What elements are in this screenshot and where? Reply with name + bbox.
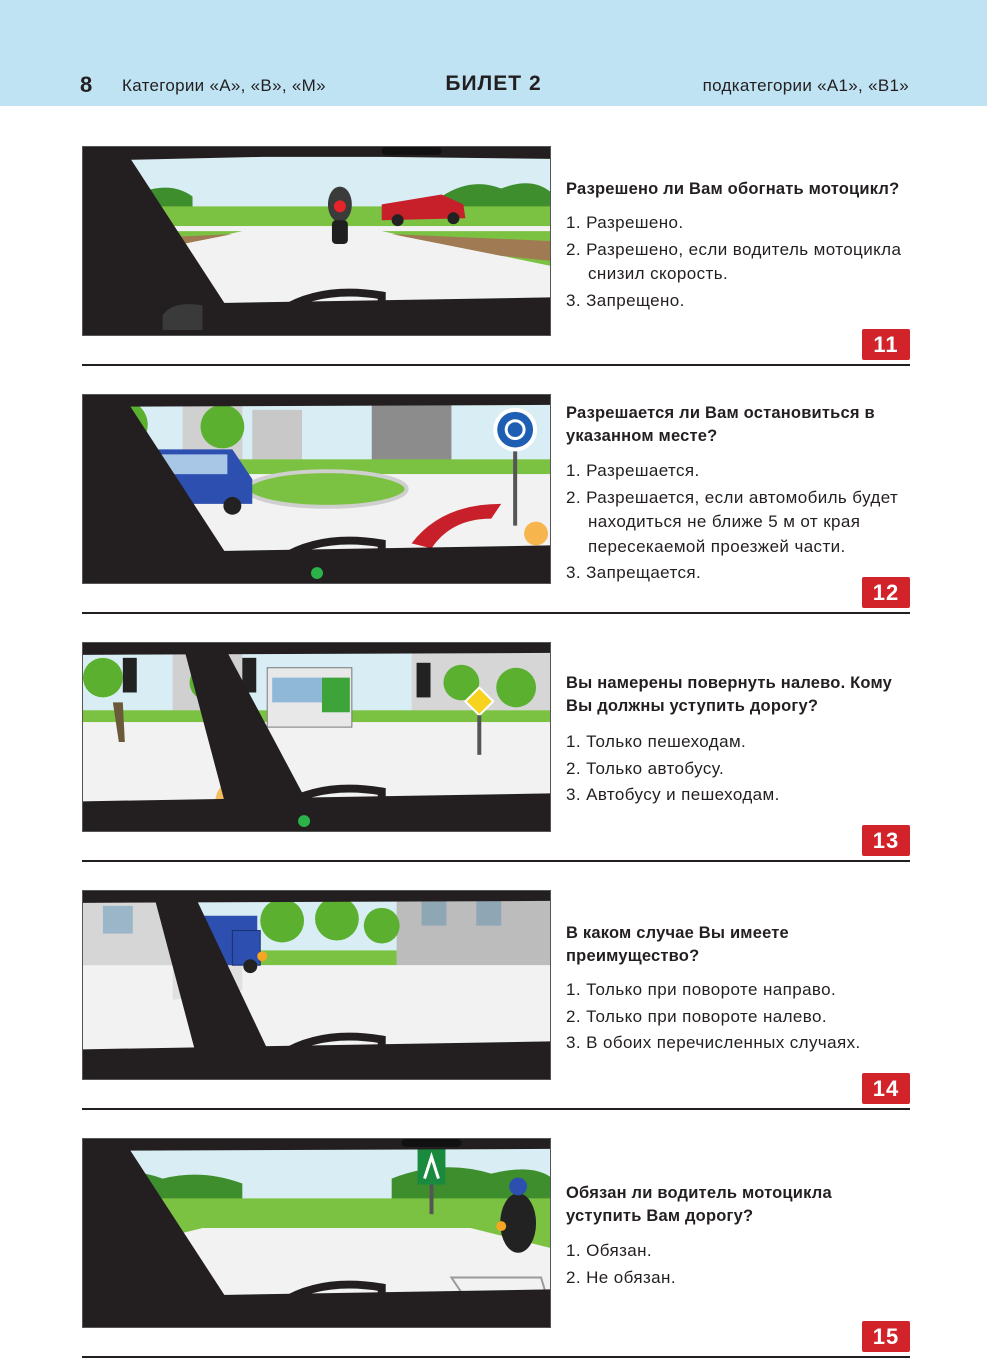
answer-option[interactable]: 2. Разрешено, если водитель мотоцикла снизил скорость. xyxy=(566,239,902,283)
answer-option[interactable]: 2. Разрешается, если автомобиль будет находиться не ближе 5 м от края пересекаемой проезжей части. xyxy=(566,487,899,556)
question-card-14 xyxy=(82,890,910,1110)
answer-option[interactable]: 3. Автобусу и пешеходам. xyxy=(566,785,780,804)
page-number: 8 xyxy=(80,72,93,97)
answer-option[interactable]: 2. Не обязан. xyxy=(566,1267,676,1287)
question-card-13 xyxy=(82,642,910,862)
divider xyxy=(82,364,910,366)
question-text: Разрешено ли Вам обогнать мотоцикл? xyxy=(566,180,900,198)
question-text: Вы намерены повернуть налево. Кому Вы должны уступить дорогу? xyxy=(566,674,893,715)
question-card-12 xyxy=(82,394,910,614)
question-card-15 xyxy=(82,1138,910,1358)
answer-option[interactable]: 1. Только при повороте направо. xyxy=(566,980,837,999)
subcategories-label: подкатегории «A1», «B1» xyxy=(702,76,909,95)
categories-label: Категории «A», «B», «M» xyxy=(122,76,326,95)
scene-image-motorway-motorcycle xyxy=(82,1138,551,1328)
scene-image-truck-intersection xyxy=(82,890,551,1080)
answer-option[interactable]: 2. Только автобусу. xyxy=(566,758,725,778)
answer-option[interactable]: 1. Обязан. xyxy=(566,1241,653,1260)
answer-option[interactable]: 2. Только при повороте налево. xyxy=(566,1006,827,1026)
question-text: Разрешается ли Вам остановиться в указанном месте? xyxy=(566,404,875,445)
page-header xyxy=(0,0,987,106)
scene-image-roundabout-stop xyxy=(82,394,551,584)
answer-option[interactable]: 3. В обоих перечисленных случаях. xyxy=(566,1033,861,1052)
ticket-title: БИЛЕТ 2 xyxy=(445,72,542,95)
question-card-11 xyxy=(82,146,910,366)
question-number-badge: 15 xyxy=(862,1321,910,1352)
answer-option[interactable]: 1. Только пешеходам. xyxy=(566,732,747,751)
divider xyxy=(82,1356,910,1358)
question-number-badge: 14 xyxy=(862,1073,910,1104)
answer-list xyxy=(566,730,910,810)
answer-option[interactable]: 1. Разрешено. xyxy=(566,213,684,232)
scene-image-motorcycle-overtake xyxy=(82,146,551,336)
divider xyxy=(82,612,910,614)
answer-option[interactable]: 3. Запрещается. xyxy=(566,563,702,582)
answer-list xyxy=(566,1239,910,1292)
question-number-badge: 13 xyxy=(862,825,910,856)
answer-option[interactable]: 1. Разрешается. xyxy=(566,461,700,480)
scene-image-left-turn-bus xyxy=(82,642,551,832)
answer-list xyxy=(566,459,910,588)
question-text: В каком случае Вы имеете преимущество? xyxy=(566,924,789,965)
answer-list xyxy=(566,978,910,1058)
question-text: Обязан ли водитель мотоцикла уступить Вам дорогу? xyxy=(566,1184,832,1225)
answer-list xyxy=(566,211,910,315)
divider xyxy=(82,860,910,862)
answer-option[interactable]: 3. Запрещено. xyxy=(566,290,685,310)
question-number-badge: 11 xyxy=(862,329,910,360)
divider xyxy=(82,1108,910,1110)
question-number-badge: 12 xyxy=(862,577,910,608)
